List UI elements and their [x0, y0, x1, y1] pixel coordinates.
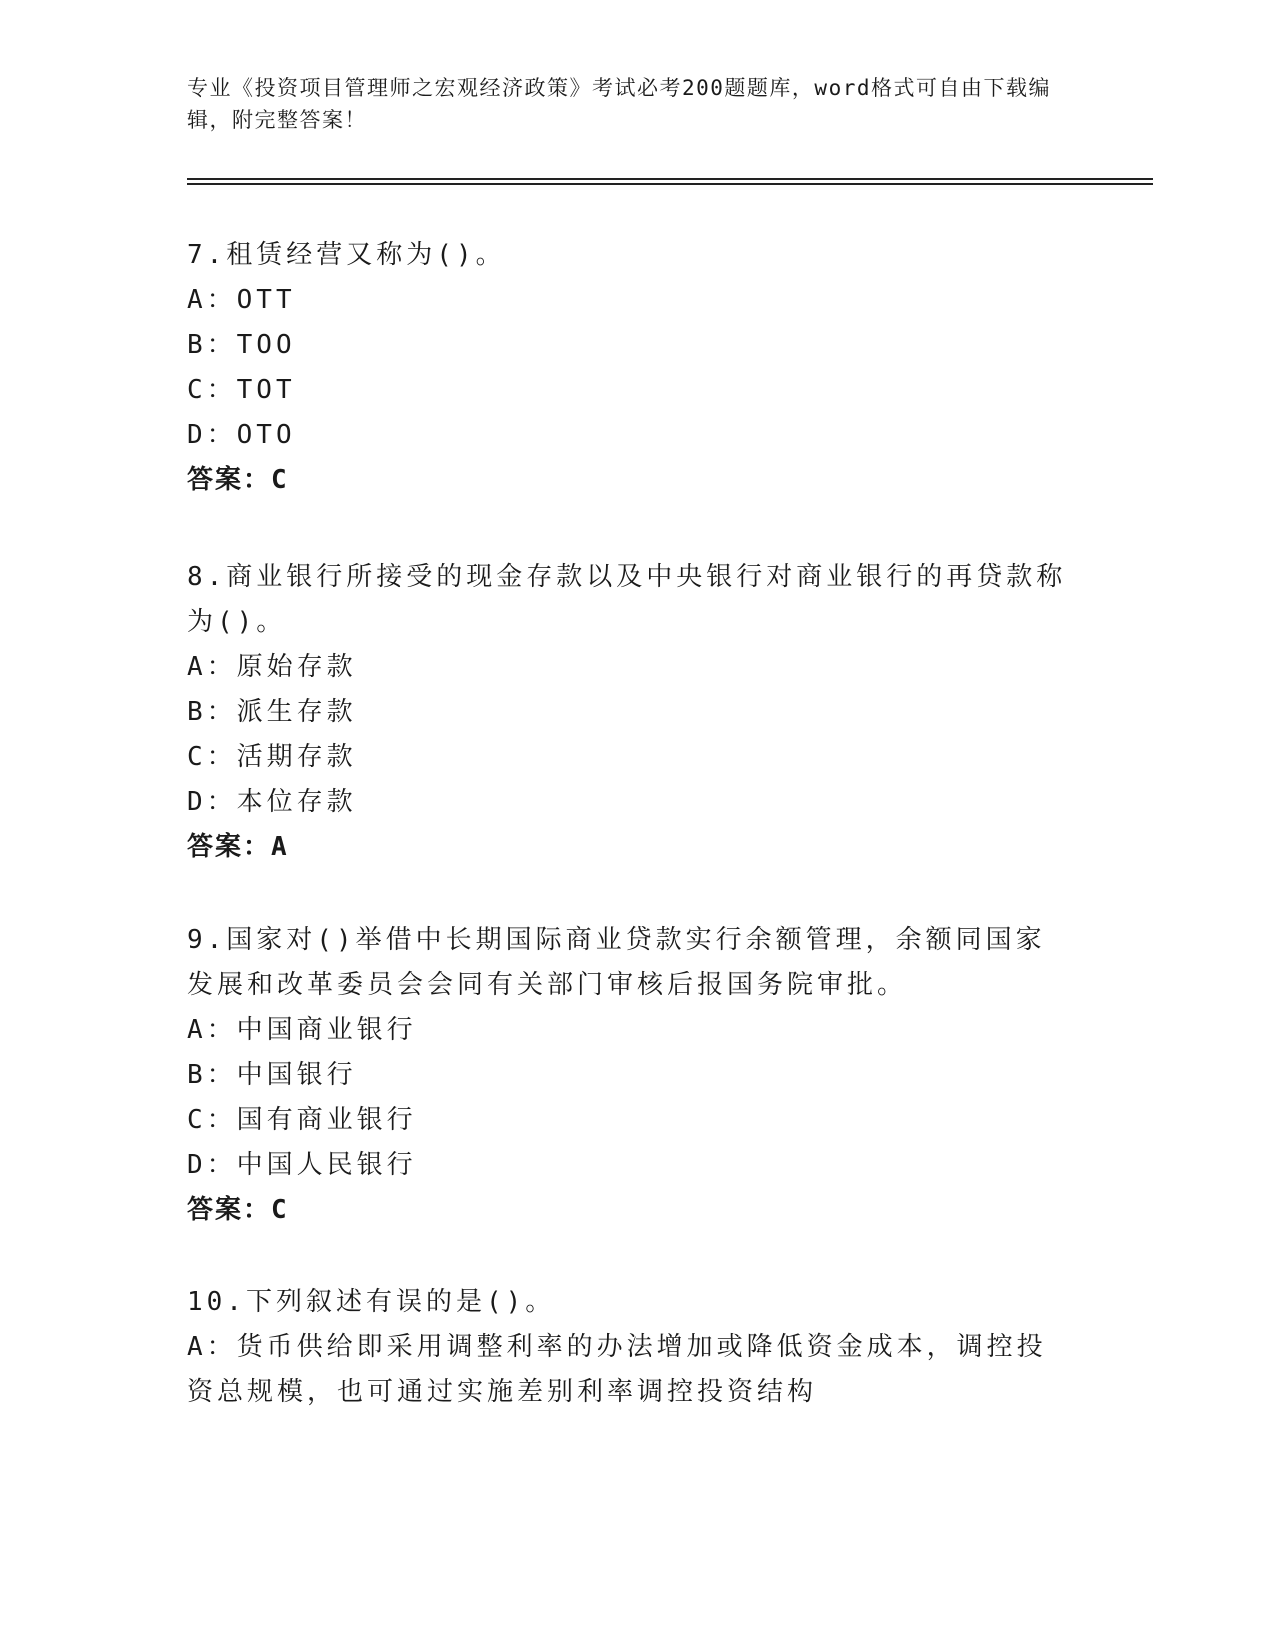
- header-divider-top: [187, 178, 1153, 180]
- option-a: A：原始存款: [187, 652, 357, 682]
- option-b: B：中国银行: [187, 1060, 357, 1090]
- question-text: 8.商业银行所接受的现金存款以及中央银行对商业银行的再贷款称为()。: [187, 562, 1067, 637]
- option-a: A：OTT: [187, 285, 296, 315]
- answer: 答案：A: [187, 832, 289, 862]
- option-b: B：TOO: [187, 330, 296, 360]
- option-c: C：TOT: [187, 375, 296, 405]
- question-text: 10.下列叙述有误的是()。: [187, 1287, 556, 1317]
- option-c: C：国有商业银行: [187, 1105, 417, 1135]
- answer: 答案：C: [187, 465, 289, 495]
- question-text: 7.租赁经营又称为()。: [187, 240, 506, 270]
- header-divider-bottom: [187, 183, 1153, 185]
- answer: 答案：C: [187, 1195, 289, 1225]
- option-c: C：活期存款: [187, 742, 357, 772]
- question-7: [187, 233, 1067, 502]
- question-10: [187, 1280, 1067, 1415]
- question-9: [187, 918, 1067, 1232]
- option-d: D：OTO: [187, 420, 296, 450]
- option-a: A：中国商业银行: [187, 1015, 417, 1045]
- question-8: [187, 555, 1067, 869]
- option-d: D：本位存款: [187, 787, 357, 817]
- option-b: B：派生存款: [187, 697, 357, 727]
- question-text: 9.国家对()举借中长期国际商业贷款实行余额管理，余额同国家发展和改革委员会会同有关部门审核后报国务院审批。: [187, 925, 1046, 1000]
- option-a: A：货币供给即采用调整利率的办法增加或降低资金成本，调控投资总规模，也可通过实施差别利率调控投资结构: [187, 1332, 1047, 1407]
- document-header: 专业《投资项目管理师之宏观经济政策》考试必考200题题库，word格式可自由下载编辑，附完整答案！: [187, 76, 1051, 132]
- option-d: D：中国人民银行: [187, 1150, 417, 1180]
